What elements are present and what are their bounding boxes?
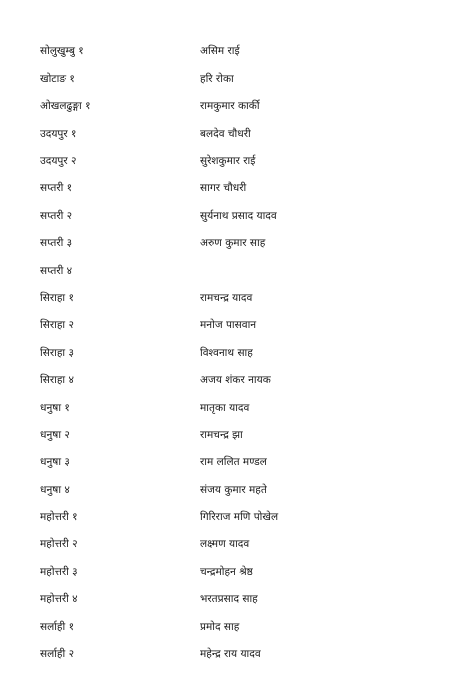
- constituency-label: सर्लाही १: [40, 620, 75, 633]
- constituency-label: सोलुखुम्बु १: [40, 45, 84, 58]
- candidate-name: रामकुमार कार्की: [200, 100, 260, 113]
- constituency-label: महोत्तरी ३: [40, 565, 78, 578]
- constituency-label: महोत्तरी २: [40, 538, 78, 551]
- list-item: [40, 285, 460, 312]
- candidate-name: अरुण कुमार साह: [200, 237, 266, 250]
- constituency-label: सप्तरी ३: [40, 237, 73, 250]
- list-item: [40, 202, 460, 229]
- candidate-name: मनोज पासवान: [200, 319, 257, 332]
- constituency-label: सिराहा २: [40, 319, 74, 332]
- constituency-label: सिराहा १: [40, 291, 74, 304]
- candidate-name: चन्द्रमोहन श्रेष्ठ: [200, 565, 253, 578]
- candidate-name: संजय कुमार महते: [200, 483, 267, 496]
- list-item: [40, 148, 460, 175]
- constituency-label: महोत्तरी १: [40, 511, 78, 524]
- constituency-label: धनुषा ३: [40, 456, 70, 469]
- constituency-label: धनुषा ४: [40, 483, 70, 496]
- list-item: [40, 93, 460, 120]
- candidate-name: हरि रोका: [200, 72, 234, 85]
- candidate-name: सागर चौधरी: [200, 182, 247, 195]
- candidate-name: लक्ष्मण यादव: [200, 538, 250, 551]
- list-item: [40, 558, 460, 585]
- list-item: [40, 65, 460, 92]
- candidate-name: प्रमोद साह: [200, 620, 240, 633]
- constituency-label: उदयपुर १: [40, 127, 77, 140]
- list-item: [40, 476, 460, 503]
- list-item: [40, 641, 460, 668]
- candidate-name: भरतप्रसाद साह: [200, 593, 258, 606]
- list-item: [40, 421, 460, 448]
- constituency-label: सिराहा ३: [40, 346, 74, 359]
- constituency-label: धनुषा २: [40, 428, 70, 441]
- candidate-name: सुरेशकुमार राई: [200, 155, 256, 167]
- candidate-name: सुर्यनाथ प्रसाद यादव: [200, 209, 277, 222]
- list-item: [40, 586, 460, 613]
- list-item: [40, 394, 460, 421]
- list-item: [40, 312, 460, 339]
- candidate-name: रामचन्द्र झा: [200, 428, 243, 441]
- candidate-name: महेन्द्र राय यादव: [200, 648, 261, 661]
- constituency-label: महोत्तरी ४: [40, 593, 78, 606]
- candidate-list: [40, 38, 460, 668]
- constituency-label: सप्तरी ४: [40, 264, 73, 277]
- candidate-name: रामचन्द्र यादव: [200, 291, 253, 304]
- candidate-name: असिम राई: [200, 45, 240, 58]
- candidate-name: गिरिराज मणि पोखेल: [200, 511, 279, 524]
- constituency-label: सप्तरी १: [40, 182, 73, 195]
- constituency-label: सिराहा ४: [40, 374, 74, 387]
- list-item: [40, 449, 460, 476]
- constituency-label: धनुषा १: [40, 401, 70, 414]
- constituency-label: ओखलढुङ्गा १: [40, 100, 91, 113]
- list-item: [40, 120, 460, 147]
- candidate-name: अजय शंकर नायक: [200, 374, 271, 387]
- list-item: [40, 504, 460, 531]
- candidate-name: बलदेव चौधरी: [200, 127, 251, 140]
- constituency-label: खोटाङ १: [40, 72, 75, 85]
- candidate-name: विश्वनाथ साह: [200, 346, 253, 359]
- list-item: [40, 257, 460, 284]
- list-item: [40, 175, 460, 202]
- constituency-label: उदयपुर २: [40, 155, 77, 167]
- list-item: [40, 339, 460, 366]
- list-item: [40, 230, 460, 257]
- list-item: [40, 613, 460, 640]
- constituency-label: सर्लाही २: [40, 648, 75, 661]
- constituency-label: सप्तरी २: [40, 209, 73, 222]
- candidate-name: मातृका यादव: [200, 401, 250, 414]
- candidate-name: राम ललित मण्डल: [200, 456, 267, 469]
- list-item: [40, 38, 460, 65]
- list-item: [40, 531, 460, 558]
- list-item: [40, 367, 460, 394]
